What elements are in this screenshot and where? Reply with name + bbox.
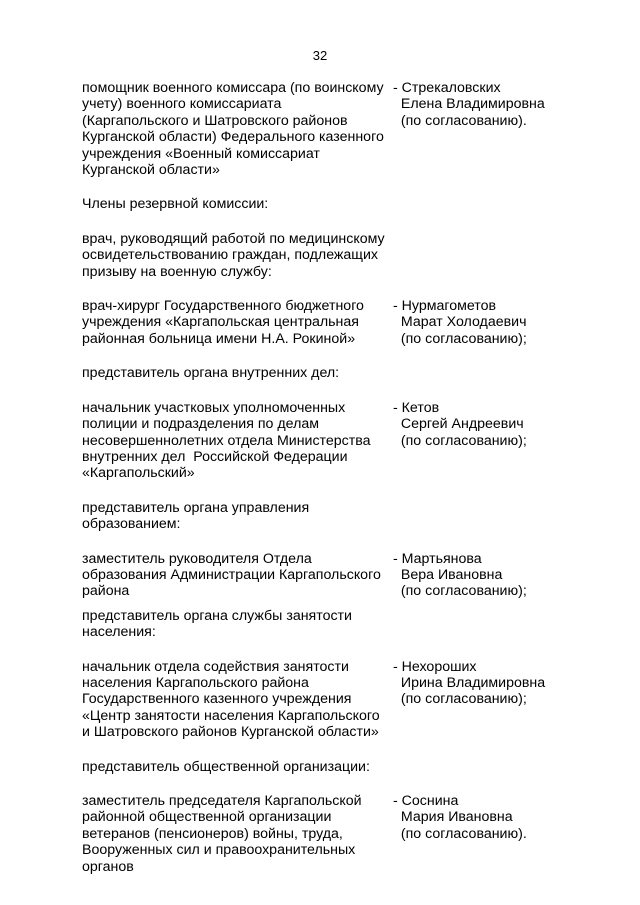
member-position [82,80,385,178]
name-line: (по согласованию). [393,112,527,129]
member-position [82,298,385,347]
position-line: Вооруженных сил и правоохранительных [82,842,356,859]
position-line: внутренних дел Российской Федерации [82,448,348,465]
position-line: (Каргапольского и Шатровского районов [82,112,348,129]
position-line: Курганской области» [82,162,220,179]
role-heading [82,231,602,280]
name-line: - Кетов [393,399,440,416]
position-line: района [82,583,130,600]
name-line: - Стрекаловских [393,80,501,96]
position-line: и Шатровского районов Курганской области» [82,724,379,741]
name-line: (по согласованию); [393,691,527,708]
position-line: учету) военного комиссариата [82,96,282,113]
page-number: 32 [312,48,328,63]
name-line: Ирина Владимировна [393,674,546,691]
name-line: - Соснина [393,793,459,809]
commission-member-entry [82,659,602,741]
position-line: полиции и подразделения по делам [82,416,319,433]
member-position [82,551,385,600]
name-line: Вера Ивановна [393,566,503,583]
position-line: начальник отдела содействия занятости [82,658,349,675]
document-body [82,80,602,875]
position-line: населения Каргапольского района [82,674,309,691]
heading-line: освидетельствованию граждан, подлежащих [82,247,378,264]
position-line: несовершеннолетних отдела Министерства [82,432,371,449]
member-name [385,298,602,347]
name-line: (по согласованию); [393,583,527,600]
position-line: районной общественной организации [82,809,332,826]
position-line: помощник военного комиссара (по воинскому [82,80,384,96]
section-heading: Члены резервной комиссии: [82,196,269,213]
heading-line: населения: [82,624,156,641]
name-line: (по согласованию). [393,825,527,842]
position-line: учреждения «Каргапольская центральная [82,314,359,331]
name-line: - Нехороших [393,658,477,675]
commission-member-entry [82,793,602,875]
position-line: «Каргапольский» [82,465,195,482]
member-name [385,400,602,482]
commission-member-entry [82,80,602,178]
name-line: Марат Холодаевич [393,314,527,331]
position-line: Курганской области) Федерального казенного [82,129,384,146]
heading-line: представитель органа управления [82,499,310,516]
role-heading: представитель общественной организации: [82,758,370,775]
position-line: заместитель руководителя Отдела [82,550,312,567]
heading-line: врач, руководящий работой по медицинскому [82,230,385,247]
role-heading: представитель органа внутренних дел: [82,365,340,382]
position-line: «Центр занятости населения Каргапольского [82,707,380,724]
position-line: начальник участковых уполномоченных [82,399,346,416]
commission-member-entry [82,298,602,347]
name-line: - Мартьянова [393,550,482,567]
position-line: ветеранов (пенсионеров) войны, труда, [82,825,343,842]
position-line: Государственного казенного учреждения [82,691,352,708]
member-name [385,793,602,875]
member-name [385,659,602,741]
name-line: (по согласованию); [393,330,527,347]
position-line: учреждения «Военный комиссариат [82,145,320,162]
member-position [82,793,385,875]
member-position [82,400,385,482]
name-line: (по согласованию); [393,432,527,449]
heading-line: призыву на военную службу: [82,263,272,280]
commission-member-entry [82,400,602,482]
member-name [385,80,602,178]
heading-line: представитель органа службы занятости [82,607,352,624]
commission-member-entry [82,551,602,600]
position-line: органов [82,858,134,875]
heading-line: образованием: [82,516,181,533]
position-line: образования Администрации Каргапольского [82,566,381,583]
role-heading [82,608,602,641]
member-position [82,659,385,741]
name-line: - Нурмагометов [393,298,497,315]
name-line: Елена Владимировна [393,96,545,113]
member-name [385,551,602,600]
position-line: заместитель председателя Каргапольской [82,793,362,809]
position-line: районная больница имени Н.А. Рокиной» [82,330,356,347]
role-heading [82,500,602,533]
name-line: Сергей Андреевич [393,416,524,433]
position-line: врач-хирург Государственного бюджетного [82,298,364,315]
name-line: Мария Ивановна [393,809,513,826]
